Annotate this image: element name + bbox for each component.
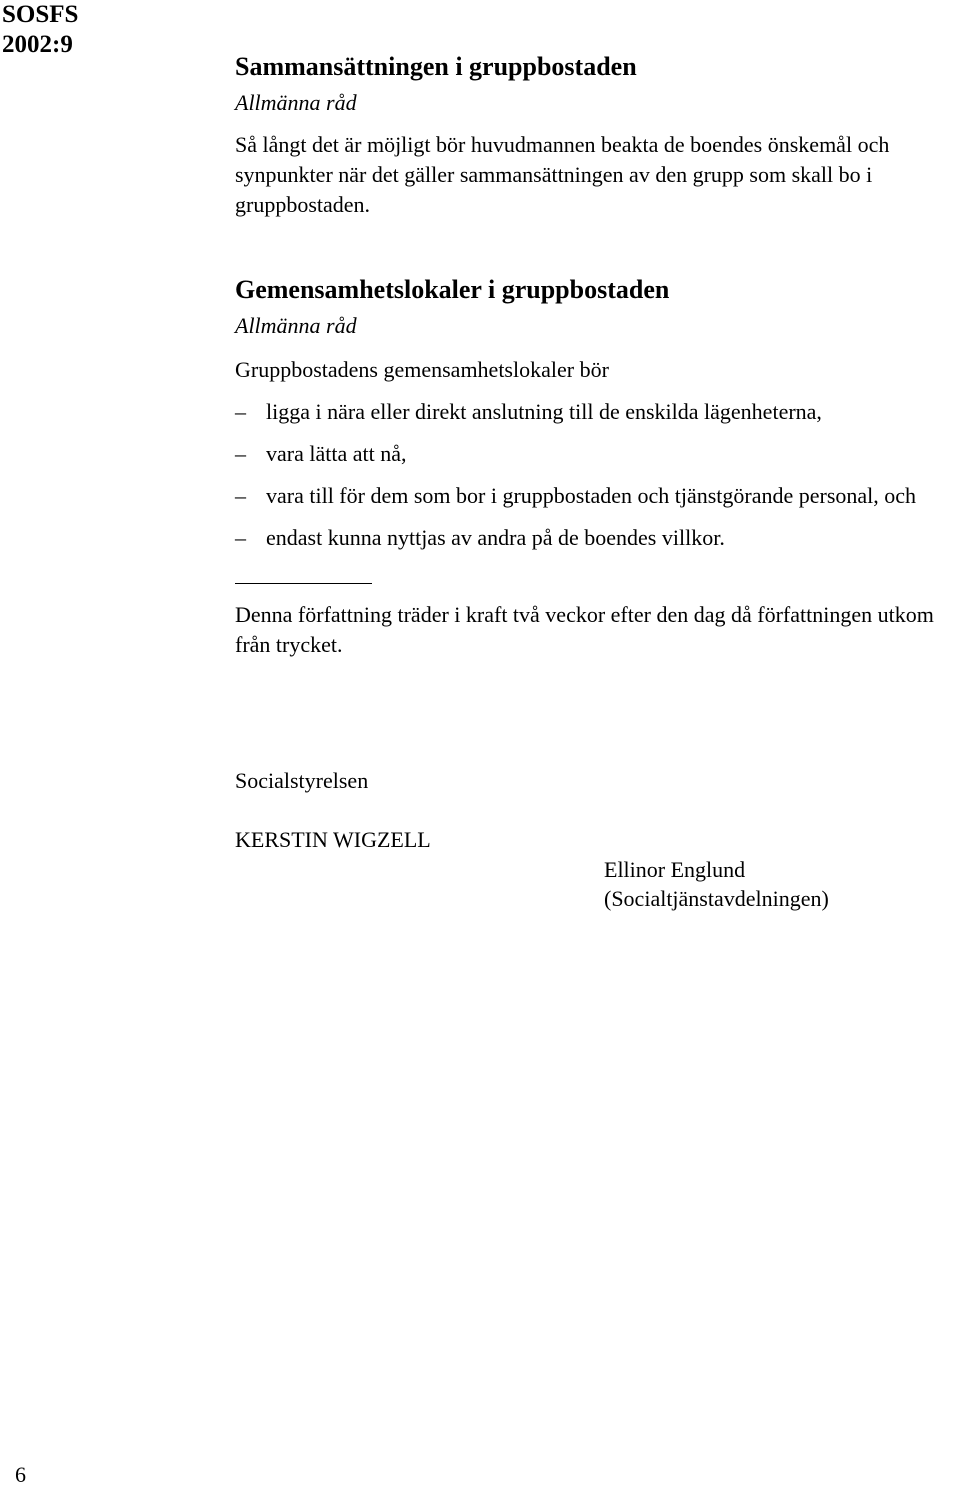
list-item-text: endast kunna nyttjas av andra på de boendes villkor. — [266, 525, 725, 550]
page-number: 6 — [15, 1462, 26, 1487]
entry-into-force-text: Denna författning träder i kraft två veckor efter den dag då författningen utkom från trycket. — [235, 602, 934, 657]
countersignatory-name: Ellinor Englund — [604, 857, 746, 882]
dash-bullet: – — [235, 441, 246, 466]
list-item — [235, 397, 957, 427]
section-heading: Gemensamhetslokaler i gruppbostaden — [235, 275, 670, 304]
dash-bullet: – — [235, 399, 246, 424]
section-common-rooms — [235, 273, 957, 553]
footnote-divider — [235, 583, 372, 584]
section-heading: Sammansättningen i gruppbostaden — [235, 52, 637, 81]
series-number: 2002:9 — [2, 31, 73, 58]
list-item-text: vara lätta att nå, — [266, 441, 407, 466]
signatory-name: KERSTIN WIGZELL — [235, 827, 431, 852]
requirements-list — [235, 397, 957, 553]
allmanna-rad-label: Allmänna råd — [235, 90, 357, 115]
dash-bullet: – — [235, 525, 246, 550]
section-composition — [235, 50, 957, 220]
dash-bullet: – — [235, 483, 246, 508]
list-item — [235, 481, 957, 511]
authority-name: Socialstyrelsen — [235, 768, 369, 793]
allmanna-rad-label: Allmänna råd — [235, 313, 357, 338]
list-item — [235, 439, 957, 469]
sosfs-margin-tag — [2, 0, 78, 60]
document-body — [235, 50, 957, 660]
list-intro: Gruppbostadens gemensamhetslokaler bör — [235, 357, 609, 382]
series-label: SOSFS — [2, 1, 79, 28]
list-item — [235, 523, 957, 553]
list-item-text: ligga i nära eller direkt anslutning till de enskilda lägenheterna, — [266, 399, 822, 424]
list-item-text: vara till för dem som bor i gruppbostaden och tjänstgörande personal, och — [266, 483, 917, 508]
section-paragraph: Så långt det är möjligt bör huvudmannen beakta de boendes önskemål och synpunkter när det gäller sammansättningen av den grupp som skall bo i gruppbostaden. — [235, 132, 890, 217]
department-name: (Socialtjänstavdelningen) — [604, 886, 829, 911]
